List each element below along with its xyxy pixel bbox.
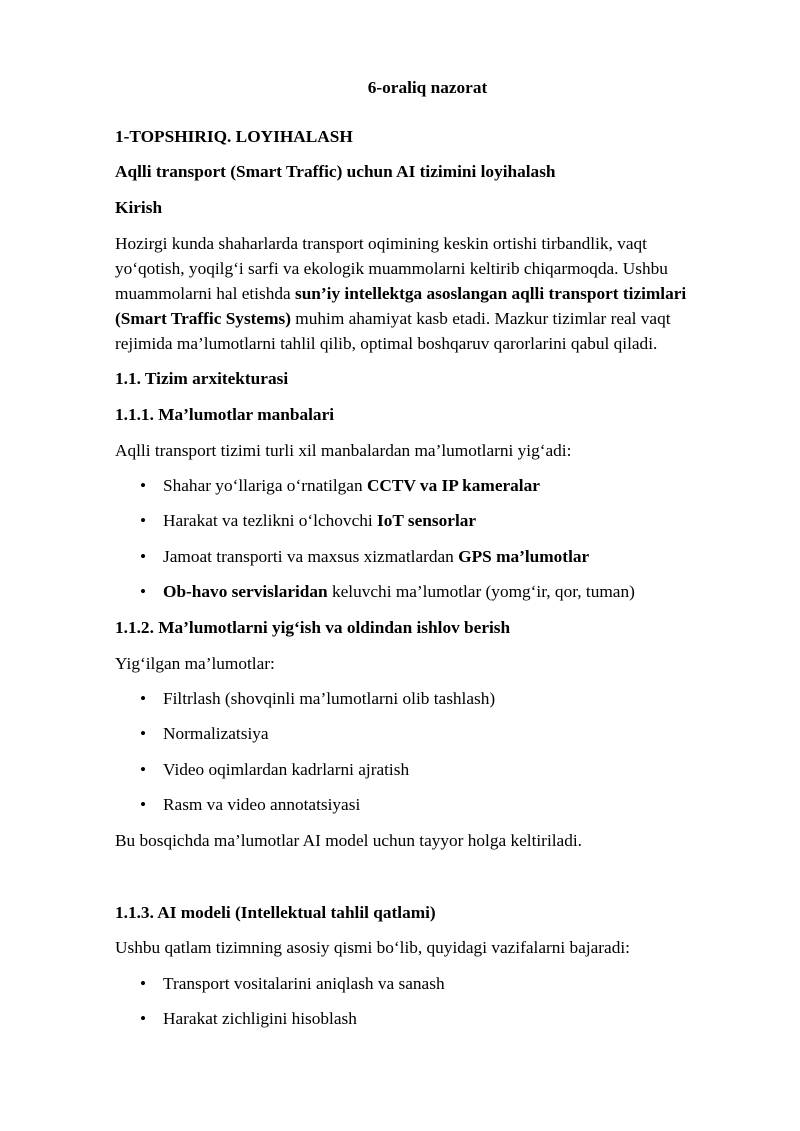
section-1-1-2-lead: Yig‘ilgan ma’lumotlar: [115, 654, 275, 673]
list-item-plain: Jamoat transporti va maxsus xizmatlardan [163, 547, 459, 566]
list-item-text [163, 580, 635, 604]
intro-line-3-text: muammolarni hal etishda [115, 284, 295, 303]
bullet-icon: • [140, 511, 147, 530]
section-1-1-2-closing: Bu bosqichda ma’lumotlar AI model uchun tayyor holga keltiriladi. [115, 831, 582, 850]
intro-line-1: Hozirgi kunda shaharlarda transport oqimining keskin ortishi tirbandlik, vaqt [115, 234, 647, 253]
bullet-icon: • [140, 476, 147, 495]
section-1-1-3-heading: 1.1.3. AI modeli (Intellektual tahlil qatlami) [115, 903, 436, 922]
list-item-text [163, 509, 476, 533]
list-item-bold: IoT sensorlar [377, 511, 477, 530]
intro-line-4-text: muhim ahamiyat kasb etadi. Mazkur tizimlar real vaqt [290, 309, 671, 328]
intro-emphasis-1: sun’iy intellektga asoslangan aqlli transport tizimlari [294, 284, 687, 303]
list-item-text [163, 474, 540, 498]
bullet-icon: • [140, 1009, 147, 1028]
section-1-1-1-heading: 1.1.1. Ma’lumotlar manbalari [115, 405, 335, 424]
intro-line-2: yo‘qotish, yoqilg‘i sarfi va ekologik muammolarni keltirib chiqarmoqda. Ushbu [115, 259, 668, 278]
list-item-text: Normalizatsiya [163, 724, 269, 743]
bullet-icon: • [140, 547, 147, 566]
list-item-bold: GPS ma’lumotlar [458, 547, 590, 566]
task-heading: 1-TOPSHIRIQ. LOYIHALASH [115, 127, 353, 146]
list-item-plain: keluvchi ma’lumotlar (yomg‘ir, qor, tuman) [327, 582, 635, 601]
section-1-1-1-lead: Aqlli transport tizimi turli xil manbalardan ma’lumotlarni yig‘adi: [115, 441, 572, 460]
intro-emphasis-2: (Smart Traffic Systems) [115, 309, 291, 328]
intro-line-4 [115, 307, 671, 331]
list-item-bold: CCTV va IP kameralar [366, 476, 540, 495]
list-item-text: Filtrlash (shovqinli ma’lumotlarni olib tashlash) [163, 689, 496, 708]
intro-line-3 [115, 282, 686, 306]
list-item-text: Transport vositalarini aniqlash va sanash [163, 974, 445, 993]
list-item-plain: Shahar yo‘llariga o‘rnatilgan [163, 476, 367, 495]
bullet-icon: • [140, 724, 147, 743]
bullet-icon: • [140, 795, 147, 814]
page-title: 6-oraliq nazorat [367, 78, 488, 97]
intro-heading: Kirish [115, 198, 163, 217]
bullet-icon: • [140, 582, 147, 601]
bullet-icon: • [140, 974, 147, 993]
list-item-text [163, 545, 589, 569]
list-item-text: Video oqimlardan kadrlarni ajratish [163, 760, 410, 779]
bullet-icon: • [140, 689, 147, 708]
list-item-bold: Ob-havo servislaridan [163, 582, 328, 601]
list-item-plain: Harakat va tezlikni o‘lchovchi [163, 511, 378, 530]
document-subtitle: Aqlli transport (Smart Traffic) uchun AI tizimini loyihalash [115, 162, 556, 181]
section-1-1-2-heading: 1.1.2. Ma’lumotlarni yig‘ish va oldindan ishlov berish [115, 618, 511, 637]
list-item-text: Harakat zichligini hisoblash [163, 1009, 357, 1028]
section-1-1-3-lead: Ushbu qatlam tizimning asosiy qismi bo‘lib, quyidagi vazifalarni bajaradi: [115, 938, 630, 957]
list-item-text: Rasm va video annotatsiyasi [163, 795, 361, 814]
bullet-icon: • [140, 760, 147, 779]
intro-line-5: rejimida ma’lumotlarni tahlil qilib, optimal boshqaruv qarorlarini qabul qiladi. [115, 334, 658, 353]
section-1-1-heading: 1.1. Tizim arxitekturasi [115, 369, 289, 388]
